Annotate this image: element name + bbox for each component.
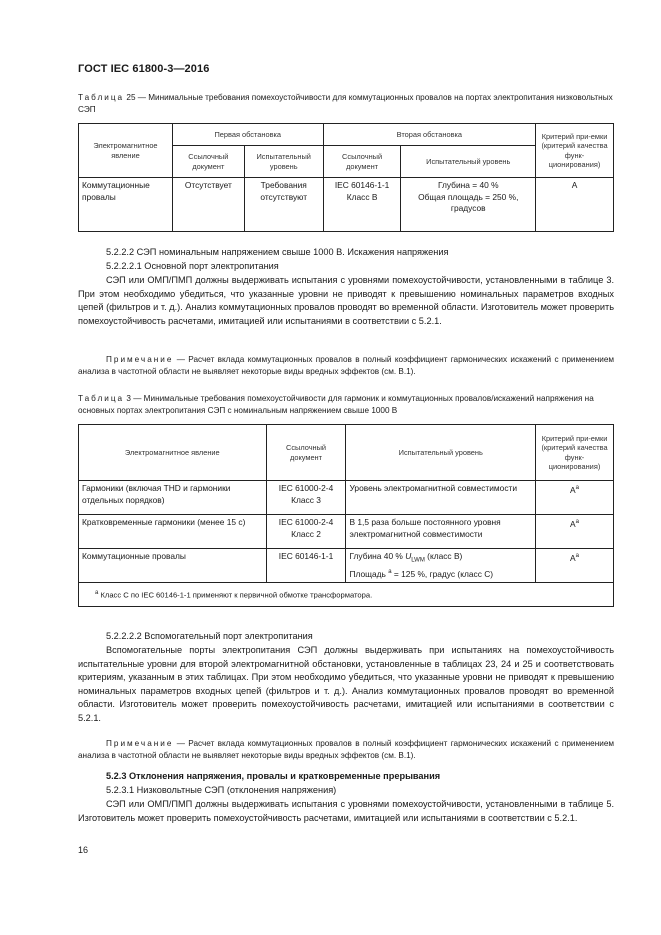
t3-row3-criterion-value: А [570,552,576,563]
table25-caption-label: Таблица [78,93,125,102]
section-5-2-2-2-1-paragraph: СЭП или ОМП/ПМП должны выдерживать испытания с уровнями помехоустойчивости, установленными в таблице 3. При этом необходимо убедиться, что указанные уровни не приводят к превышению номинальных параметров входных цепей (фильтров и т. д.). Анализ коммутационных провалов проводят во временной области. Изготовитель может проверить помехоустойчивость расчетами, имитацией или испытаниями в соответствии с 5.2.1. [78,275,614,326]
t25-level2-area: Общая площадь = 250 %, градусов [418,191,519,213]
t3-row1-criterion [536,481,614,515]
note-1-text: — Расчет вклада коммутационных провалов в полный коэффициент гармонических искажений с применением анализа в частотной области не выявляет некоторые виды вредных эффектов (см. В.1). [78,355,614,376]
page-header: ГОСТ IEC 61800-3—2016 [78,63,210,75]
t3-header-criterion: Критерий при-емки (критерий качества функ-ционирования) [536,425,614,481]
section-5-2-2-2-2-heading: 5.2.2.2.2 Вспомогательный порт электропитания [106,631,313,641]
note-1 [78,354,614,378]
t25-header-ref1: Ссылочный документ [172,146,244,178]
t3-row3-depth [349,551,532,567]
t3-row3-area-post: = 125 %, градус (класс С) [391,568,494,579]
note-2 [78,738,614,762]
table-row [79,515,614,549]
note-2-text: — Расчет вклада коммутационных провалов в полный коэффициент гармонических искажений с применением анализа в частотной области не выявляет некоторые виды вредных эффектов (см. В.1). [78,739,614,760]
footnote-a-mark: а [95,590,99,597]
t25-header-first-env: Первая обстановка [172,124,323,146]
t3-header-ref: Ссылочный документ [266,425,346,481]
note-1-label: Примечание [106,355,174,364]
note-2-label: Примечание [106,739,174,748]
t3-row3-u: U [405,551,412,561]
table-25 [78,123,614,232]
t3-footnote [79,583,614,607]
section-5-2-3-heading: 5.2.3 Отклонения напряжения, провалы и кратковременные прерывания [106,771,441,781]
page-number: 16 [78,845,89,855]
table25-caption [78,92,614,115]
t3-row2-phenomenon: Кратковременные гармоники (менее 15 с) [79,515,267,549]
t25-header-phenomenon: Электромагнитное явление [79,124,173,178]
t3-row3-ref: IEC 60146-1-1 [266,549,346,583]
t25-header-level1: Испытательный уровень [244,146,323,178]
t3-row2-level: В 1,5 раза больше постоянного уровня электромагнитной совместимости [346,515,536,549]
table-row [79,178,614,232]
t25-cell-phenomenon: Коммутационные провалы [79,178,173,232]
section-5-2-2-2-1-heading: 5.2.2.2.1 Основной порт электропитания [106,261,279,271]
t3-header-phenomenon: Электромагнитное явление [79,425,267,481]
footnote-a-ref: а [388,569,392,576]
table3-caption-label: Таблица [78,394,125,403]
t25-level2-depth: Глубина = 40 % [437,180,499,190]
t3-row2-ref: IEC 61000-2-4 Класс 2 [266,515,346,549]
t25-cell-level1: Требования отсутствуют [244,178,323,232]
footnote-a-ref: а [575,553,579,559]
t3-row1-level: Уровень электромагнитной совместимости [346,481,536,515]
t3-row3-phenomenon: Коммутационные провалы [79,549,267,583]
t3-row3-depth-pre: Глубина 40 % [349,551,406,561]
t3-header-level: Испытательный уровень [346,425,536,481]
t3-row3-depth-post: (класс В) [424,551,463,561]
t3-row2-criterion [536,515,614,549]
section-5-2-3-1-paragraph: СЭП или ОМП/ПМП должны выдерживать испытания с уровнями помехоустойчивости, установленными в таблице 5. Изготовитель может проверить помехоустойчивость расчетами, имитацией или испытаниями в соответствии с 5.2.1. [78,799,614,823]
t3-row1-criterion-value: А [570,484,576,495]
t25-header-ref2: Ссылочный документ [323,146,401,178]
t25-header-criterion: Критерий при-емки (критерий качества функ-ционирования) [536,124,614,178]
t3-row3-sub: LWM [411,557,425,564]
t25-header-level2: Испытательный уровень [401,146,536,178]
t3-footnote-text: Класс С по IEC 60146-1-1 применяют к первичной обмотке трансформатора. [100,590,373,600]
table3-caption [78,393,614,416]
footnote-a-ref: а [575,519,579,525]
table-row [79,481,614,515]
section-5-2-3-1-heading: 5.2.3.1 Низковольтные СЭП (отклонения напряжения) [106,785,337,795]
t3-row3-level [346,549,536,583]
t25-cell-ref1: Отсутствует [172,178,244,232]
table-row [79,549,614,583]
t25-cell-ref2: IEC 60146-1-1 Класс В [323,178,401,232]
section-5-2-2-2-2-paragraph: Вспомогательные порты электропитания СЭП должны выдерживать при испытаниях на помехоустойчивость испытательные уровни для второй электромагнитной обстановки, установленные в таблицах 23, 24 и 25 и соответствовать критериям, указанным в этих таблицах. При этом необходимо убедиться, что указанные уровни не приводят к превышению номинальных параметров входных цепей (фильтров и т. д.). Анализ коммутационных провалов проводят во временной области. Изготовитель может проверить помехоустойчивость расчетами, имитацией или испытаниями в соответствии с 5.2.1. [78,645,614,723]
table25-caption-text: 25 — Минимальные требования помехоустойчивости для коммутационных провалов на портах электропитания низковольтных СЭП [78,93,613,114]
t3-row3-area [349,567,532,580]
t3-row2-criterion-value: А [570,518,576,529]
table3-caption-text: 3 — Минимальные требования помехоустойчивости для гармоник и коммутационных провалов/искажений напряжения на основных портах электропитания СЭП с номинальным напряжением свыше 1000 В [78,394,594,415]
section-5-2-2-2-heading: 5.2.2.2 СЭП номинальным напряжением свыше 1000 В. Искажения напряжения [106,247,449,257]
t3-row3-criterion [536,549,614,583]
table-3 [78,424,614,607]
t3-row1-ref: IEC 61000-2-4 Класс 3 [266,481,346,515]
t25-cell-level2 [401,178,536,232]
t25-header-second-env: Вторая обстановка [323,124,535,146]
footnote-a-ref: а [575,485,579,491]
t3-row1-phenomenon: Гармоники (включая THD и гармоники отдельных порядков) [79,481,267,515]
t25-cell-criterion: А [536,178,614,232]
t3-row3-area-pre: Площадь [349,568,389,579]
